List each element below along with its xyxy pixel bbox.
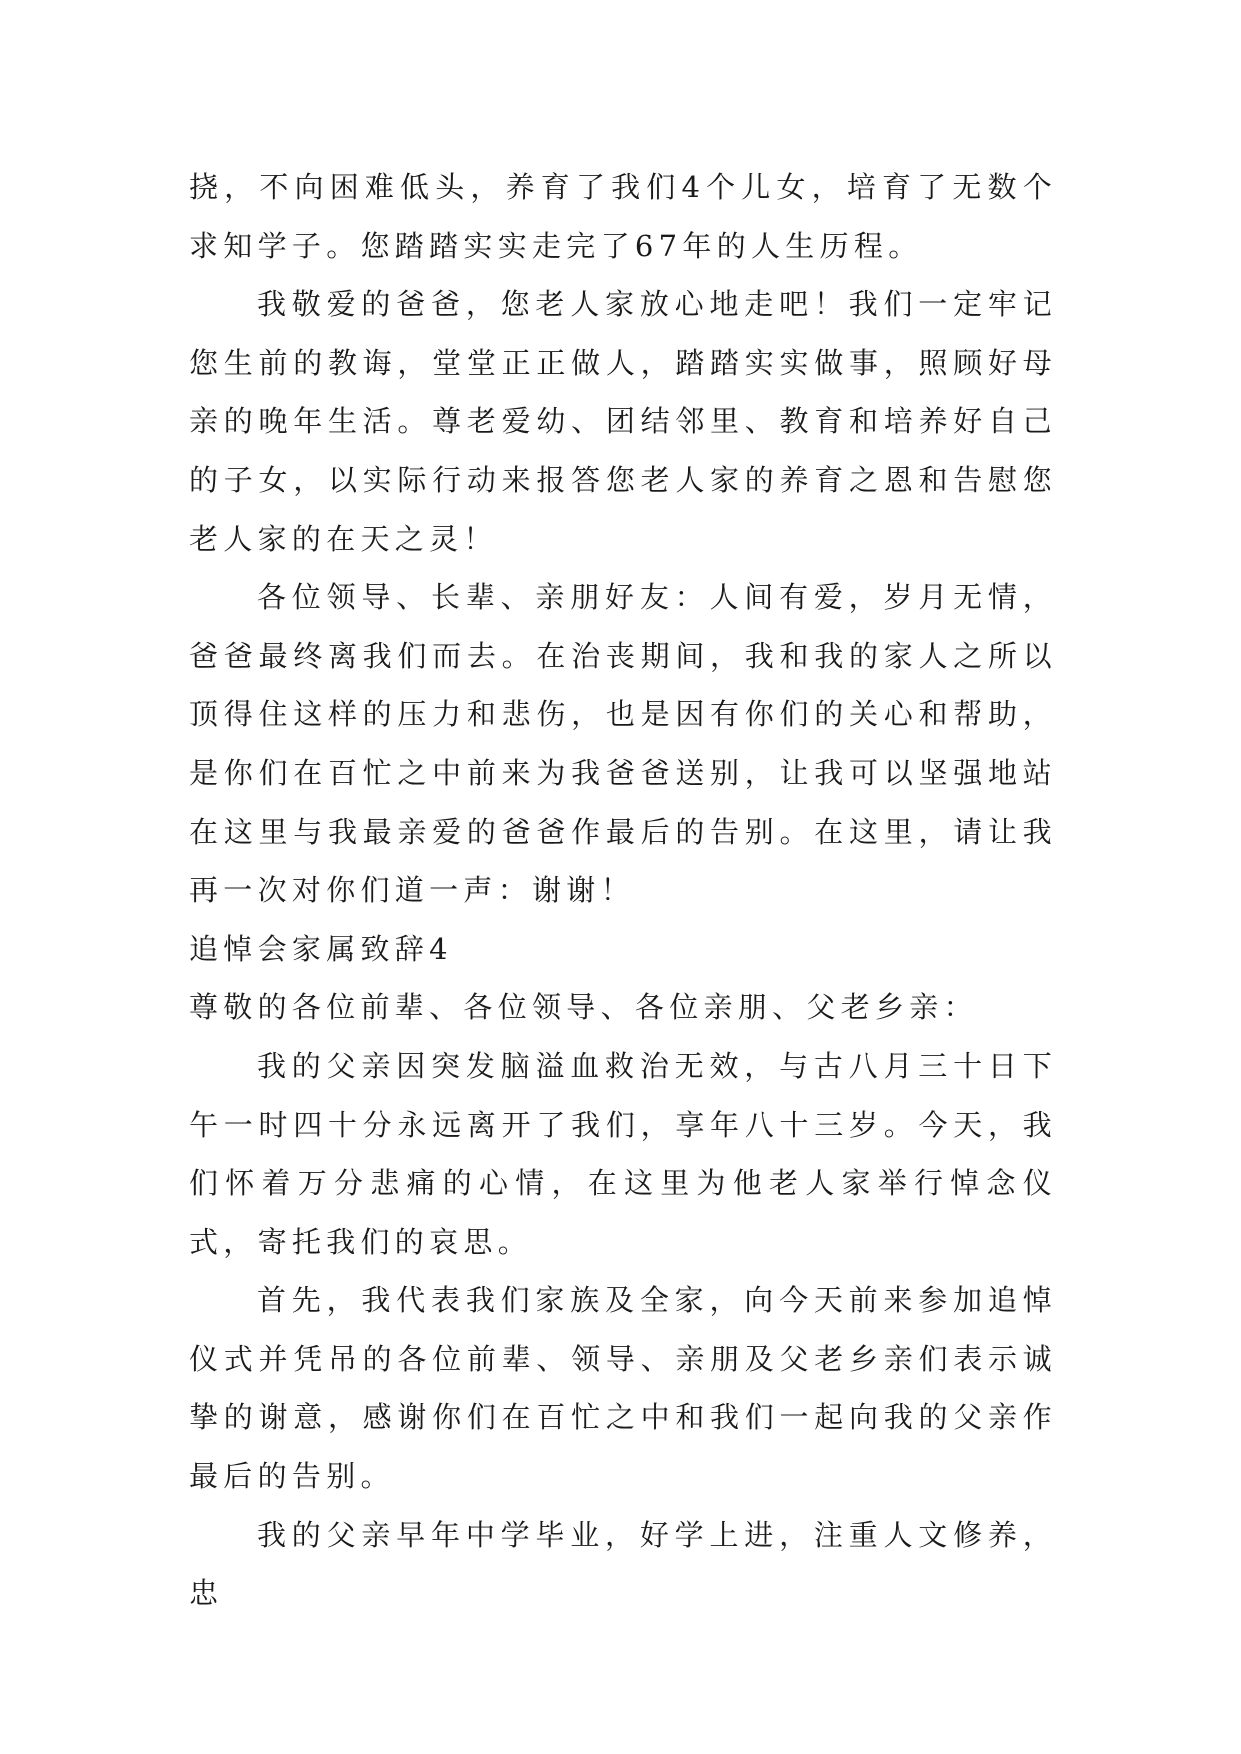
document-body bbox=[189, 158, 1057, 1623]
paragraph-continuation: 挠，不向困难低头，养育了我们4个儿女，培育了无数个求知学子。您踏踏实实走完了67年的人生历程。 bbox=[189, 170, 1057, 263]
paragraph-gratitude: 首先，我代表我们家族及全家，向今天前来参加追悼仪式并凭吊的各位前辈、领导、亲朋及父老乡亲们表示诚挚的谢意，感谢你们在百忙之中和我们一起向我的父亲作最后的告别。 bbox=[189, 1283, 1057, 1494]
paragraph-announcement: 我的父亲因突发脑溢血救治无效，与古八月三十日下午一时四十分永远离开了我们，享年八十三岁。今天，我们怀着万分悲痛的心情，在这里为他老人家举行悼念仪式，寄托我们的哀思。 bbox=[189, 1048, 1057, 1259]
paragraph-biography: 我的父亲早年中学毕业，好学上进，注重人文修养，忠 bbox=[189, 1517, 1057, 1611]
salutation: 尊敬的各位前辈、各位领导、各位亲朋、父老乡亲： bbox=[189, 990, 978, 1025]
paragraph-thanks: 各位领导、长辈、亲朋好友：人间有爱，岁月无情，爸爸最终离我们而去。在治丧期间，我和我的家人之所以顶得住这样的压力和悲伤，也是因有你们的关心和帮助，是你们在百忙之中前来为我爸爸送别，让我可以坚强地站在这里与我最亲爱的爸爸作最后的告别。在这里，请让我再一次对你们道一声：谢谢！ bbox=[189, 580, 1057, 908]
section-title: 追悼会家属致辞4 bbox=[189, 931, 453, 966]
paragraph-farewell: 我敬爱的爸爸，您老人家放心地走吧！我们一定牢记您生前的教诲，堂堂正正做人，踏踏实实做事，照顾好母亲的晚年生活。尊老爱幼、团结邻里、教育和培养好自己的子女，以实际行动来报答您老人家的养育之恩和告慰您老人家的在天之灵！ bbox=[189, 287, 1057, 556]
